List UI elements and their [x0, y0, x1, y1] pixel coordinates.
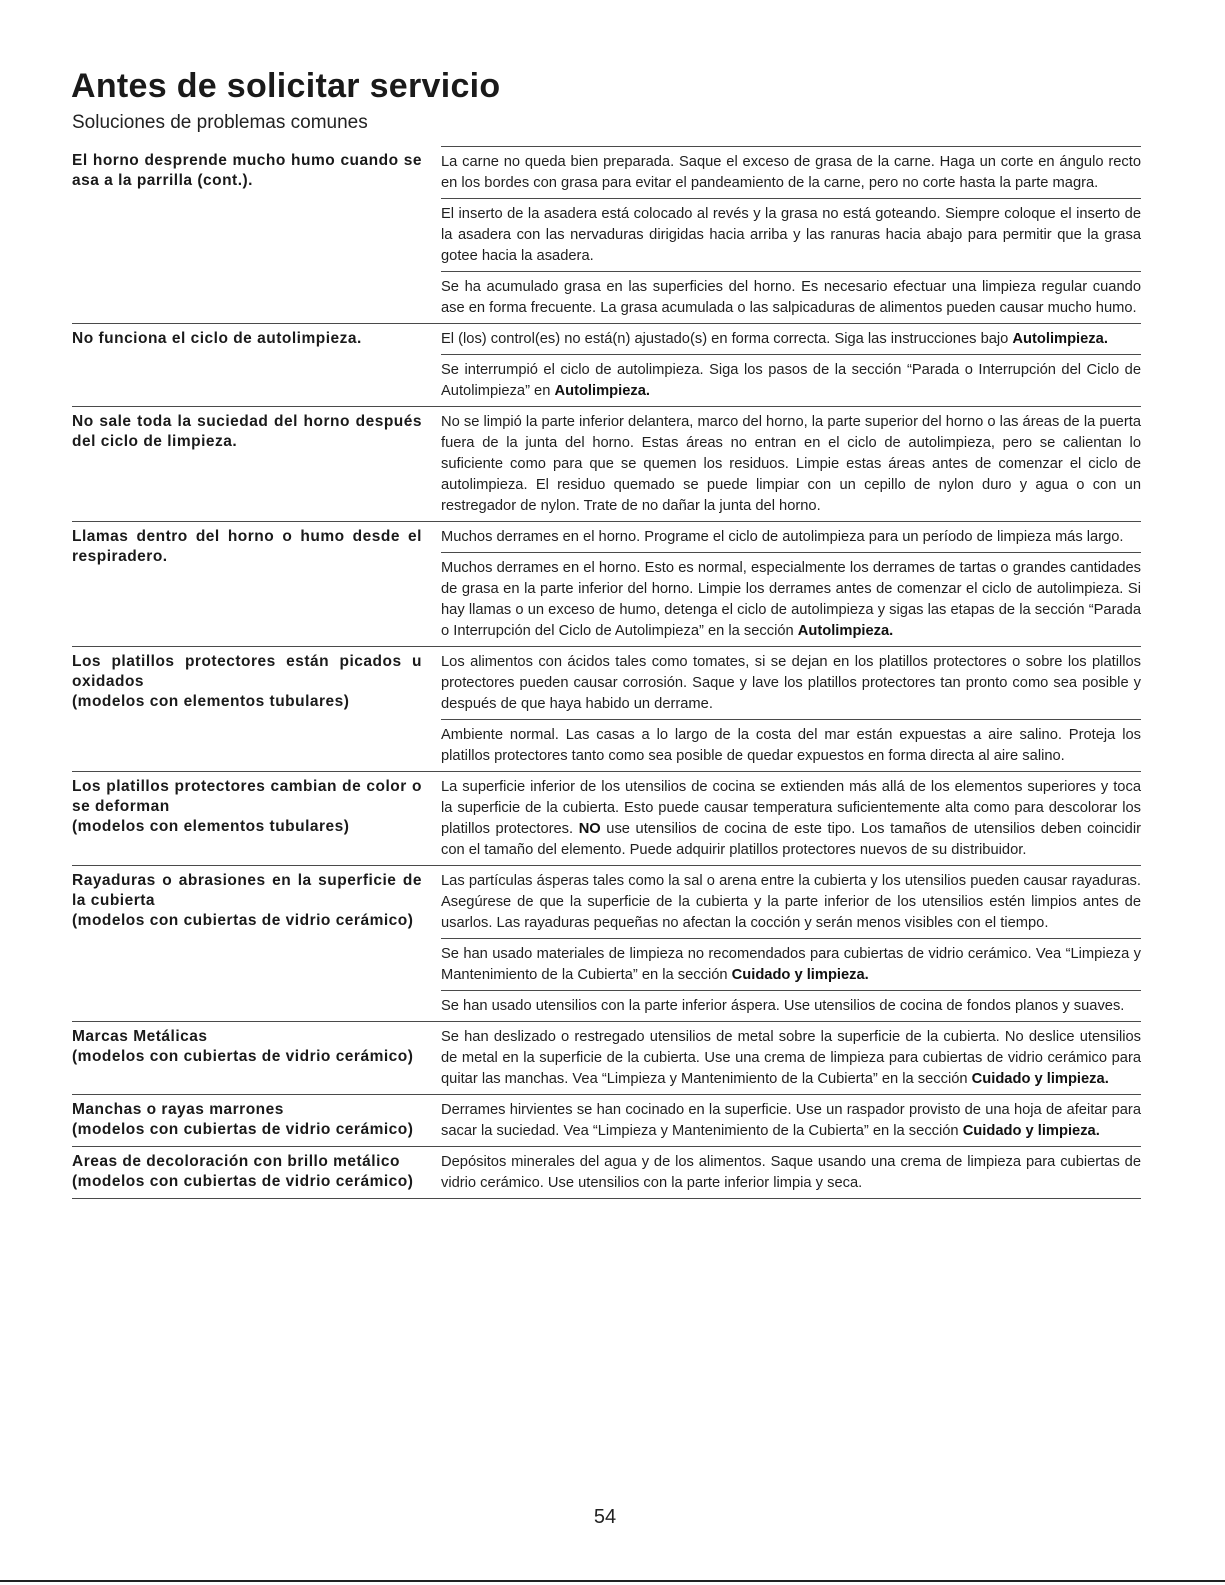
problem-cell	[72, 1022, 422, 1094]
troubleshooting-row	[72, 146, 1141, 324]
problem-cell	[72, 647, 422, 771]
solution-text: Los alimentos con ácidos tales como tomates, si se dejan en los platillos protectores o sobre los platillos protectores pueden causar corrosión. Saque y lave los platillos protectores tan pronto como sea posible y después de que haya habido un derrame.	[441, 654, 1141, 712]
solution-paragraph	[441, 1095, 1141, 1146]
solution-emphasis: Cuidado y limpieza.	[971, 1071, 1109, 1087]
problem-cell	[72, 1095, 422, 1146]
solution-paragraph	[441, 719, 1141, 771]
solution-text: Derrames hirvientes se han cocinado en la superficie. Use un raspador provisto de una hoja de afeitar para sacar la suciedad. Vea “Limpieza y Mantenimiento de la Cubierta” en la sección	[441, 1102, 1141, 1139]
problem-text: (modelos con elementos tubulares)	[72, 818, 350, 835]
page-number: 54	[593, 1506, 617, 1528]
solution-paragraph	[441, 354, 1141, 406]
solutions-cell	[441, 1095, 1141, 1146]
problem-text: Marcas Metálicas	[72, 1028, 208, 1045]
solutions-cell	[441, 647, 1141, 771]
solution-text: El (los) control(es) no está(n) ajustado(s) en forma correcta. Siga las instrucciones bajo	[441, 331, 1013, 347]
solutions-cell	[441, 146, 1141, 323]
solution-paragraph	[441, 990, 1141, 1021]
problem-cell	[72, 407, 422, 521]
problem-text: Los platillos protectores cambian de color o se deforman	[72, 778, 422, 815]
solutions-cell	[441, 772, 1141, 865]
troubleshooting-row	[72, 522, 1141, 647]
problem-cell	[72, 324, 422, 406]
problem-cell	[72, 522, 422, 646]
troubleshooting-table	[72, 146, 1141, 1199]
solution-emphasis: Autolimpieza.	[554, 383, 650, 399]
solution-paragraph	[441, 1022, 1141, 1094]
solution-paragraph	[441, 1147, 1141, 1198]
troubleshooting-row	[72, 866, 1141, 1022]
problem-text: (modelos con cubiertas de vidrio cerámico)	[72, 912, 414, 929]
solution-paragraph	[441, 407, 1141, 521]
solutions-cell	[441, 522, 1141, 646]
solution-paragraph	[441, 271, 1141, 323]
solution-paragraph	[441, 147, 1141, 198]
problem-text: Los platillos protectores están picados u oxidados	[72, 653, 422, 690]
solutions-cell	[441, 324, 1141, 406]
troubleshooting-row	[72, 407, 1141, 522]
problem-cell	[72, 866, 422, 1021]
solution-paragraph	[441, 938, 1141, 990]
solution-paragraph	[441, 324, 1141, 354]
solution-paragraph	[441, 552, 1141, 646]
problem-text: No sale toda la suciedad del horno después del ciclo de limpieza.	[72, 413, 422, 450]
page-subtitle: Soluciones de problemas comunes	[72, 112, 368, 133]
solution-emphasis: Autolimpieza.	[797, 623, 894, 639]
troubleshooting-row	[72, 324, 1141, 407]
problem-cell	[72, 1147, 422, 1198]
solution-paragraph	[441, 198, 1141, 271]
solution-text: Muchos derrames en el horno. Esto es normal, especialmente los derrames de tartas o grandes cantidades de grasa en la parte inferior del horno. Limpie los derrames antes de comenzar el ciclo de autolimpieza. Si hay llamas o un exceso de humo, detenga el ciclo de autolimpieza y sigas las etapas de la sección “Parada o Interrupción del Ciclo de Autolimpieza” en la sección	[441, 560, 1141, 639]
solution-text: La carne no queda bien preparada. Saque el exceso de grasa de la carne. Haga un corte en ángulo recto en los bordes con grasa para evitar el pandeamiento de la carne, pero no corte hasta la parte magra.	[441, 154, 1141, 191]
troubleshooting-row	[72, 1022, 1141, 1095]
problem-text: (modelos con cubiertas de vidrio cerámico)	[72, 1048, 414, 1065]
solution-paragraph	[441, 647, 1141, 719]
problem-cell	[72, 772, 422, 865]
solution-text: El inserto de la asadera está colocado al revés y la grasa no está goteando. Siempre coloque el inserto de la asadera con las nervaduras dirigidas hacia arriba y las ranuras hacia abajo para permitir que la grasa gotee hacia la asadera.	[441, 206, 1141, 264]
solution-emphasis: Cuidado y limpieza.	[962, 1123, 1100, 1139]
problem-cell	[72, 146, 422, 323]
troubleshooting-row	[72, 772, 1141, 866]
page-bottom-edge	[0, 1580, 1225, 1582]
solutions-cell	[441, 866, 1141, 1021]
solutions-cell	[441, 407, 1141, 521]
problem-text: Llamas dentro del horno o humo desde el respiradero.	[72, 528, 422, 565]
solution-paragraph	[441, 772, 1141, 865]
solution-text: Las partículas ásperas tales como la sal o arena entre la cubierta y los utensilios pueden causar rayaduras. Asegúrese de que la superficie de la cubierta y la parte inferior de los utensilios estén limpios antes de usarlos. Las rayaduras pequeñas no afectan la cocción y serán menos visibles con el tiempo.	[441, 873, 1141, 931]
troubleshooting-row	[72, 1147, 1141, 1199]
problem-text: Manchas o rayas marrones	[72, 1101, 284, 1118]
solution-text: Se han usado materiales de limpieza no recomendados para cubiertas de vidrio cerámico. Vea “Limpieza y Mantenimiento de la Cubierta” en la sección	[441, 946, 1141, 983]
solution-paragraph	[441, 866, 1141, 938]
solution-text: Se han deslizado o restregado utensilios de metal sobre la superficie de la cubierta. No deslice utensilios de metal en la superficie de la cubierta. Use una crema de limpieza para cubiertas de vidrio cerámico para quitar las manchas. Vea “Limpieza y Mantenimiento de la Cubierta” en la sección	[441, 1029, 1141, 1087]
problem-text: No funciona el ciclo de autolimpieza.	[72, 330, 362, 347]
solution-text: La superficie inferior de los utensilios de cocina se extienden más allá de los elementos superiores y toca la superficie de la cubierta. Esto puede causar temperatura suficientemente alta como para descolorar los platillos protectores.	[441, 779, 1141, 837]
solution-text: Se ha acumulado grasa en las superficies del horno. Es necesario efectuar una limpieza regular cuando ase en forma frecuente. La grasa acumulada o las salpicaduras de alimentos pueden causar mucho humo.	[441, 279, 1141, 316]
solution-text: use utensilios de cocina de este tipo. Los tamaños de utensilios deben coincidir con el tamaño del elemento. Puede adquirir platillos protectores nuevos de su distribuidor.	[441, 821, 1141, 858]
solution-paragraph	[441, 522, 1141, 552]
problem-text: (modelos con elementos tubulares)	[72, 693, 350, 710]
troubleshooting-row	[72, 647, 1141, 772]
problem-text: Rayaduras o abrasiones en la superficie de la cubierta	[72, 872, 422, 909]
solution-text: Muchos derrames en el horno. Programe el ciclo de autolimpieza para un período de limpieza más largo.	[441, 529, 1124, 545]
solution-text: Se han usado utensilios con la parte inferior áspera. Use utensilios de cocina de fondos planos y suaves.	[441, 998, 1125, 1014]
problem-text: Areas de decoloración con brillo metálico	[72, 1153, 401, 1170]
solution-text: Depósitos minerales del agua y de los alimentos. Saque usando una crema de limpieza para cubiertas de vidrio cerámico. Use utensilios con la parte inferior limpia y seca.	[441, 1154, 1141, 1191]
problem-text: (modelos con cubiertas de vidrio cerámico)	[72, 1173, 414, 1190]
troubleshooting-row	[72, 1095, 1141, 1147]
solution-emphasis: NO	[578, 821, 601, 837]
solution-text: Se interrumpió el ciclo de autolimpieza. Siga los pasos de la sección “Parada o Interrupción del Ciclo de Autolimpieza” en	[441, 362, 1141, 399]
problem-text: (modelos con cubiertas de vidrio cerámico)	[72, 1121, 414, 1138]
page-title: Antes de solicitar servicio	[71, 67, 501, 105]
problem-text: El horno desprende mucho humo cuando se asa a la parrilla (cont.).	[72, 152, 422, 189]
solutions-cell	[441, 1147, 1141, 1198]
solution-text: Ambiente normal. Las casas a lo largo de la costa del mar están expuestas a aire salino. Proteja los platillos protectores tanto como sea posible de quedar expuestos en forma directa al aire salino.	[441, 727, 1141, 764]
solutions-cell	[441, 1022, 1141, 1094]
solution-emphasis: Cuidado y limpieza.	[731, 967, 869, 983]
solution-emphasis: Autolimpieza.	[1012, 331, 1108, 347]
solution-text: No se limpió la parte inferior delantera, marco del horno, la parte superior del horno o las áreas de la puerta fuera de la junta del horno. Estas áreas no entran en el ciclo de autolimpieza, pero se calientan lo suficiente como para que se quemen los residuos. Limpie estas áreas antes de comenzar el ciclo de autolimpieza. El residuo quemado se puede limpiar con un cepillo de nylon duro y agua o con un restregador de nylon. Trate de no dañar la junta del horno.	[441, 414, 1141, 514]
